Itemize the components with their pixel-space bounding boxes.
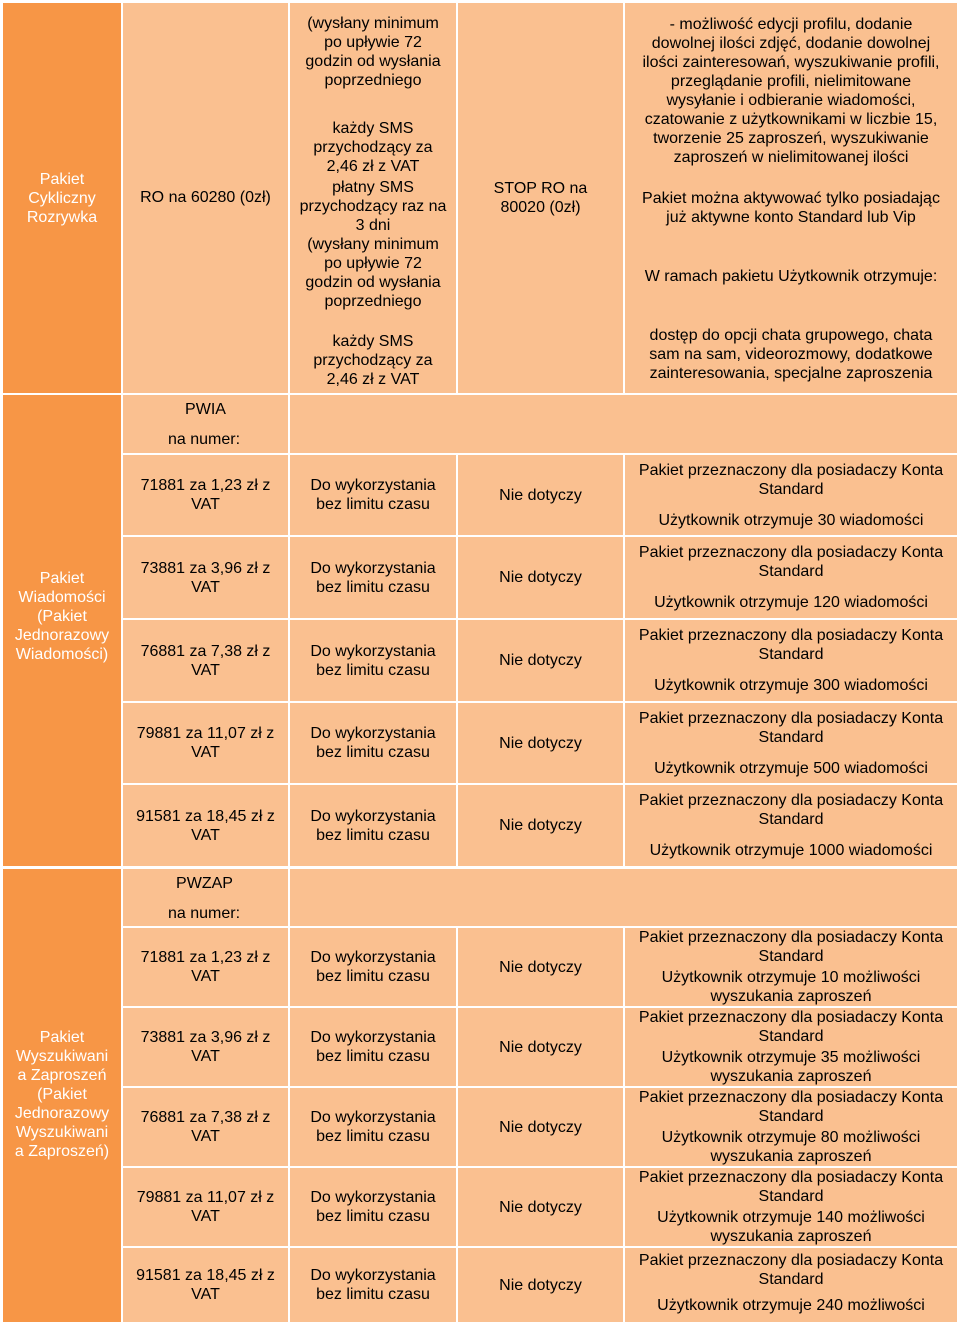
desc-cell [625, 1088, 957, 1166]
desc-text: Pakiet przeznaczony dla posiadaczy Konta Standard [638, 929, 944, 965]
validity-cell [290, 1008, 456, 1086]
desc-text: Użytkownik otrzymuje 1000 wiadomości [649, 842, 933, 859]
stop-cell [458, 1168, 623, 1246]
validity-text: Do wykorzystania bez limitu czasu [310, 1267, 436, 1303]
stop-text: Nie dotyczy [499, 486, 582, 504]
rozrywka-title-cell [3, 3, 121, 393]
desc-text: Pakiet przeznaczony dla posiadaczy Konta Standard [638, 1009, 944, 1045]
stop-text: Nie dotyczy [499, 734, 582, 752]
desc-text: Użytkownik otrzymuje 80 możliwości wyszukania zaproszeń [661, 1129, 921, 1165]
wiadomosci-header-cell [123, 395, 288, 453]
price-text: 79881 za 11,07 zł z VAT [136, 725, 275, 761]
validity-text: Do wykorzystania bez limitu czasu [310, 807, 436, 844]
stop-cell [458, 455, 623, 535]
price-text: 71881 za 1,23 zł z VAT [140, 477, 271, 513]
description-block: W ramach pakietu Użytkownik otrzymuje: [644, 268, 938, 285]
price-cell [123, 1168, 288, 1246]
desc-text: Użytkownik otrzymuje 30 wiadomości [658, 511, 924, 529]
price-text: 91581 za 18,45 zł z VAT [136, 1267, 275, 1303]
desc-text: Pakiet przeznaczony dla posiadaczy Konta Standard [638, 1252, 944, 1288]
desc-cell [625, 620, 957, 701]
validity-text: Do wykorzystania bez limitu czasu [310, 1029, 436, 1065]
validity-cell [290, 703, 456, 783]
desc-text: Użytkownik otrzymuje 240 możliwości [657, 1297, 925, 1314]
price-cell [123, 703, 288, 783]
price-cell [123, 537, 288, 618]
stop-text: Nie dotyczy [499, 1118, 582, 1136]
desc-text: Pakiet przeznaczony dla posiadaczy Konta Standard [638, 544, 944, 580]
stop-text: Nie dotyczy [499, 1038, 582, 1056]
validity-cell [290, 928, 456, 1006]
desc-text: Pakiet przeznaczony dla posiadaczy Konta Standard [638, 792, 944, 828]
rozrywka-cost-cell [290, 3, 456, 393]
package-code: PWIA [185, 401, 226, 418]
price-text: 71881 za 1,23 zł z VAT [140, 949, 271, 985]
validity-cell [290, 620, 456, 701]
validity-text: Do wykorzystania bez limitu czasu [310, 559, 436, 596]
desc-text: Pakiet przeznaczony dla posiadaczy Konta Standard [638, 627, 944, 663]
price-text: 79881 za 11,07 zł z VAT [136, 1189, 275, 1225]
validity-cell [290, 537, 456, 618]
stop-cell [458, 1008, 623, 1086]
cost-block: płatny SMS przychodzący raz na 3 dni (wysłany minimum po upływie 72 godzin od wysłania poprzedniego [299, 179, 447, 310]
validity-text: Do wykorzystania bez limitu czasu [310, 477, 436, 513]
desc-text: Pakiet przeznaczony dla posiadaczy Konta Standard [638, 1169, 944, 1205]
stop-cell [458, 928, 623, 1006]
price-cell [123, 1088, 288, 1166]
desc-cell [625, 703, 957, 783]
stop-cell [458, 1088, 623, 1166]
price-text: 73881 za 3,96 zł z VAT [140, 1029, 271, 1065]
price-cell [123, 928, 288, 1006]
desc-text: Użytkownik otrzymuje 500 wiadomości [654, 759, 928, 777]
cost-block: (wysłany minimum po upływie 72 godzin od wysłania poprzedniego [305, 15, 441, 89]
wyszukiwanie-header-blank [290, 869, 957, 926]
desc-text: Pakiet przeznaczony dla posiadaczy Konta Standard [638, 461, 944, 498]
desc-cell [625, 1248, 957, 1322]
stop-text: Nie dotyczy [499, 817, 582, 834]
stop-info: STOP RO na 80020 (0zł) [493, 180, 588, 216]
desc-text: Użytkownik otrzymuje 35 możliwości wyszukania zaproszeń [661, 1049, 921, 1085]
price-text: 91581 za 18,45 zł z VAT [136, 807, 275, 844]
price-cell [123, 1248, 288, 1322]
package-title: Pakiet Wyszukiwani a Zaproszeń (Pakiet Jednorazowy Wyszukiwani a Zaproszeń) [14, 1029, 110, 1160]
cost-block: każdy SMS przychodzący za 2,46 zł z VAT [313, 333, 433, 388]
stop-cell [458, 785, 623, 866]
validity-text: Do wykorzystania bez limitu czasu [310, 642, 436, 679]
desc-cell [625, 537, 957, 618]
stop-cell [458, 620, 623, 701]
validity-text: Do wykorzystania bez limitu czasu [310, 725, 436, 761]
validity-text: Do wykorzystania bez limitu czasu [310, 1189, 436, 1225]
desc-cell [625, 455, 957, 535]
stop-cell [458, 703, 623, 783]
wyszukiwanie-header-cell [123, 869, 288, 926]
desc-text: Użytkownik otrzymuje 300 wiadomości [654, 677, 928, 694]
stop-text: Nie dotyczy [499, 569, 582, 586]
wiadomosci-title-cell [3, 395, 121, 866]
price-text: 76881 za 7,38 zł z VAT [140, 1109, 271, 1145]
price-cell [123, 455, 288, 535]
stop-cell [458, 1248, 623, 1322]
price-cell [123, 620, 288, 701]
validity-text: Do wykorzystania bez limitu czasu [310, 949, 436, 985]
wyszukiwanie-title-cell [3, 869, 121, 1322]
wiadomosci-header-blank [290, 395, 957, 453]
cost-block: każdy SMS przychodzący za 2,46 zł z VAT [313, 120, 433, 175]
desc-cell [625, 1008, 957, 1086]
package-title: Pakiet Wiadomości (Pakiet Jednorazowy Wiadomości) [14, 569, 110, 663]
validity-text: Do wykorzystania bez limitu czasu [310, 1109, 436, 1145]
validity-cell [290, 455, 456, 535]
desc-text: Użytkownik otrzymuje 140 możliwości wyszukania zaproszeń [657, 1209, 925, 1245]
validity-cell [290, 1088, 456, 1166]
stop-text: Nie dotyczy [499, 652, 582, 669]
rozrywka-number-cell [123, 3, 288, 393]
stop-cell [458, 537, 623, 618]
validity-cell [290, 1248, 456, 1322]
desc-text: Użytkownik otrzymuje 120 wiadomości [654, 594, 928, 611]
package-title: Pakiet Cykliczny Rozrywka [26, 170, 98, 226]
desc-text: Pakiet przeznaczony dla posiadaczy Konta Standard [638, 709, 944, 746]
stop-text: Nie dotyczy [499, 1276, 582, 1294]
rozrywka-desc-cell [625, 3, 957, 393]
stop-text: Nie dotyczy [499, 958, 582, 976]
desc-text: Użytkownik otrzymuje 10 możliwości wyszukania zaproszeń [661, 969, 921, 1005]
rozrywka-stop-cell [458, 3, 623, 393]
validity-cell [290, 785, 456, 866]
price-text: 76881 za 7,38 zł z VAT [140, 642, 271, 679]
description-block: - możliwość edycji profilu, dodanie dowolnej ilości zdjęć, dodanie dowolnej ilości zainteresowań, wyszukiwanie profili, przeglądanie profili, nielimitowane wysyłanie i odbieranie wiadomości, czatowanie z użytkownikami w liczbie 15, tworzenie 25 zaproszeń, wyszukiwanie zaproszeń w nielimitowanej ilości [642, 16, 940, 166]
package-number: RO na 60280 (0zł) [140, 188, 271, 206]
price-text: 73881 za 3,96 zł z VAT [140, 559, 271, 596]
desc-text: Pakiet przeznaczony dla posiadaczy Konta Standard [638, 1089, 944, 1125]
package-code: PWZAP [176, 875, 233, 892]
validity-cell [290, 1168, 456, 1246]
desc-cell [625, 1168, 957, 1246]
description-block: dostęp do opcji chata grupowego, chata sam na sam, videorozmowy, dodatkowe zainteresowania, specjalne zaproszenia [649, 327, 933, 382]
stop-text: Nie dotyczy [499, 1198, 582, 1216]
na-numer-label: na numer: [167, 431, 241, 448]
desc-cell [625, 928, 957, 1006]
price-cell [123, 1008, 288, 1086]
description-block: Pakiet można aktywować tylko posiadając już aktywne konto Standard lub Vip [642, 190, 940, 226]
na-numer-label: na numer: [167, 905, 241, 922]
price-cell [123, 785, 288, 866]
desc-cell [625, 785, 957, 866]
